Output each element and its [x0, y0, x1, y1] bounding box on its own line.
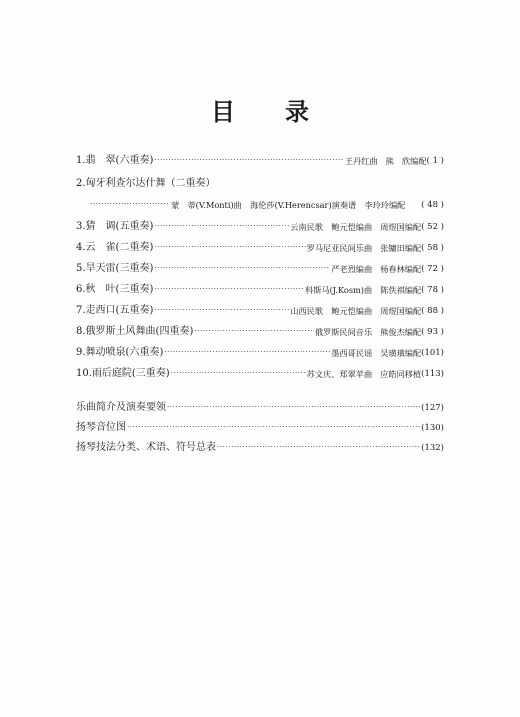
entry-arranger: 陈佚祺编配	[380, 285, 422, 295]
toc-entry[interactable]	[76, 304, 444, 318]
entry-page: (130)	[421, 423, 444, 433]
title-char-1: 目	[211, 97, 235, 126]
dot-leader	[167, 401, 420, 413]
toc-appendix-entry[interactable]	[76, 421, 444, 435]
entry-title: 扬琴音位图	[76, 422, 126, 433]
entry-title: 俄罗斯土风舞曲(四重奏)	[85, 326, 194, 337]
entry-source: 山西民歌 鲍元恺编曲	[290, 306, 373, 316]
entry-page: ( 52 )	[421, 222, 444, 232]
entry-arranger: 熊 欣编配	[385, 156, 427, 166]
toc-appendix-entry[interactable]	[76, 401, 444, 415]
entry-page: ( 1 )	[426, 156, 444, 166]
entry-title: 雨后庭院(三重奏)	[91, 368, 170, 379]
entry-title: 翡 翠(六重奏)	[85, 155, 154, 166]
dot-leader	[217, 441, 420, 453]
dot-leader	[127, 421, 420, 433]
toc-entry[interactable]	[76, 177, 444, 191]
entry-title: 匈牙利查尔达什舞（二重奏）	[85, 178, 216, 189]
entry-title: 乐曲简介及演奏要领	[76, 402, 166, 413]
entry-title: 走西口(五重奏)	[85, 305, 154, 316]
entry-number: 6.	[76, 284, 86, 295]
toc-entry-credit	[90, 198, 444, 212]
entry-title: 云 雀(二重奏)	[85, 242, 154, 253]
entry-source: 科斯马(J.Kosm)曲	[305, 285, 373, 295]
dot-leader	[171, 367, 306, 379]
entry-number: 1.	[76, 155, 86, 166]
entry-arranger: 熊俊杰编配	[380, 327, 422, 337]
entry-number: 9.	[76, 347, 86, 358]
entry-page: ( 88 )	[421, 306, 444, 316]
entry-source: 严老烈编曲	[331, 264, 373, 274]
entry-number: 8.	[76, 326, 86, 337]
entry-arranger: 应皓同移植	[380, 369, 422, 379]
entry-number: 7.	[76, 305, 86, 316]
toc-entry[interactable]	[76, 262, 444, 276]
entry-arranger: 周煜国编配	[380, 306, 422, 316]
entry-title: 扬琴技法分类、术语、符号总表	[76, 442, 216, 453]
dot-leader	[154, 154, 343, 166]
entry-title: 秋 叶(三重奏)	[85, 284, 154, 295]
title-char-2: 录	[285, 97, 309, 126]
toc-entry[interactable]	[76, 367, 444, 381]
entry-number: 3.	[76, 221, 86, 232]
dot-leader	[194, 325, 314, 337]
entry-title: 猜 调(五重奏)	[85, 221, 154, 232]
dot-leader	[154, 262, 330, 274]
entry-number: 2.	[76, 178, 86, 189]
toc-entry[interactable]	[76, 283, 444, 297]
entry-page: ( 58 )	[421, 243, 444, 253]
entry-source: 王丹红曲	[344, 156, 378, 166]
entry-source: 罗马尼亚民间乐曲	[306, 243, 373, 253]
entry-page: ( 78 )	[421, 285, 444, 295]
entry-page: (113)	[421, 369, 444, 379]
entry-number: 4.	[76, 242, 86, 253]
entry-arranger: 张镛田编配	[380, 243, 422, 253]
dot-leader	[154, 283, 304, 295]
entry-page: ( 72 )	[421, 264, 444, 274]
dot-leader	[154, 304, 289, 316]
entry-arranger: 吴璜璜编配	[380, 348, 422, 358]
entry-source: 苏文庆、郑翠苹曲	[306, 369, 373, 379]
entry-page: ( 48 )	[421, 200, 444, 210]
entry-number: 10.	[76, 368, 92, 379]
dot-leader	[164, 346, 330, 358]
entry-source: 云南民歌 鲍元恺编曲	[290, 222, 373, 232]
entry-source: 俄罗斯民间音乐	[314, 327, 373, 337]
toc-entry[interactable]	[76, 325, 444, 339]
entry-number: 5.	[76, 263, 86, 274]
entry-source: 墨西哥民谣	[331, 348, 373, 358]
dot-leader	[90, 198, 169, 210]
entry-page: (101)	[421, 348, 444, 358]
toc-entry[interactable]	[76, 154, 444, 168]
entry-arranger: 周煜国编配	[380, 222, 422, 232]
toc-appendix-entry[interactable]	[76, 441, 444, 455]
entry-page: ( 93 )	[421, 327, 444, 337]
entry-credit: 蒙 蒂(V.Monti)曲 海伦莎(V.Herencsar)演奏谱 李玲玲编配	[171, 200, 406, 210]
toc-entry[interactable]	[76, 346, 444, 360]
entry-page: (132)	[421, 443, 444, 453]
entry-title: 舞动喷泉(六重奏)	[85, 347, 164, 358]
dot-leader	[154, 241, 305, 253]
toc-entry[interactable]	[76, 220, 444, 234]
page-title	[0, 92, 520, 127]
entry-page: (127)	[421, 403, 444, 413]
entry-title: 旱天雷(三重奏)	[85, 263, 154, 274]
entry-arranger: 杨春林编配	[380, 264, 422, 274]
toc-entry[interactable]	[76, 241, 444, 255]
dot-leader	[154, 220, 289, 232]
